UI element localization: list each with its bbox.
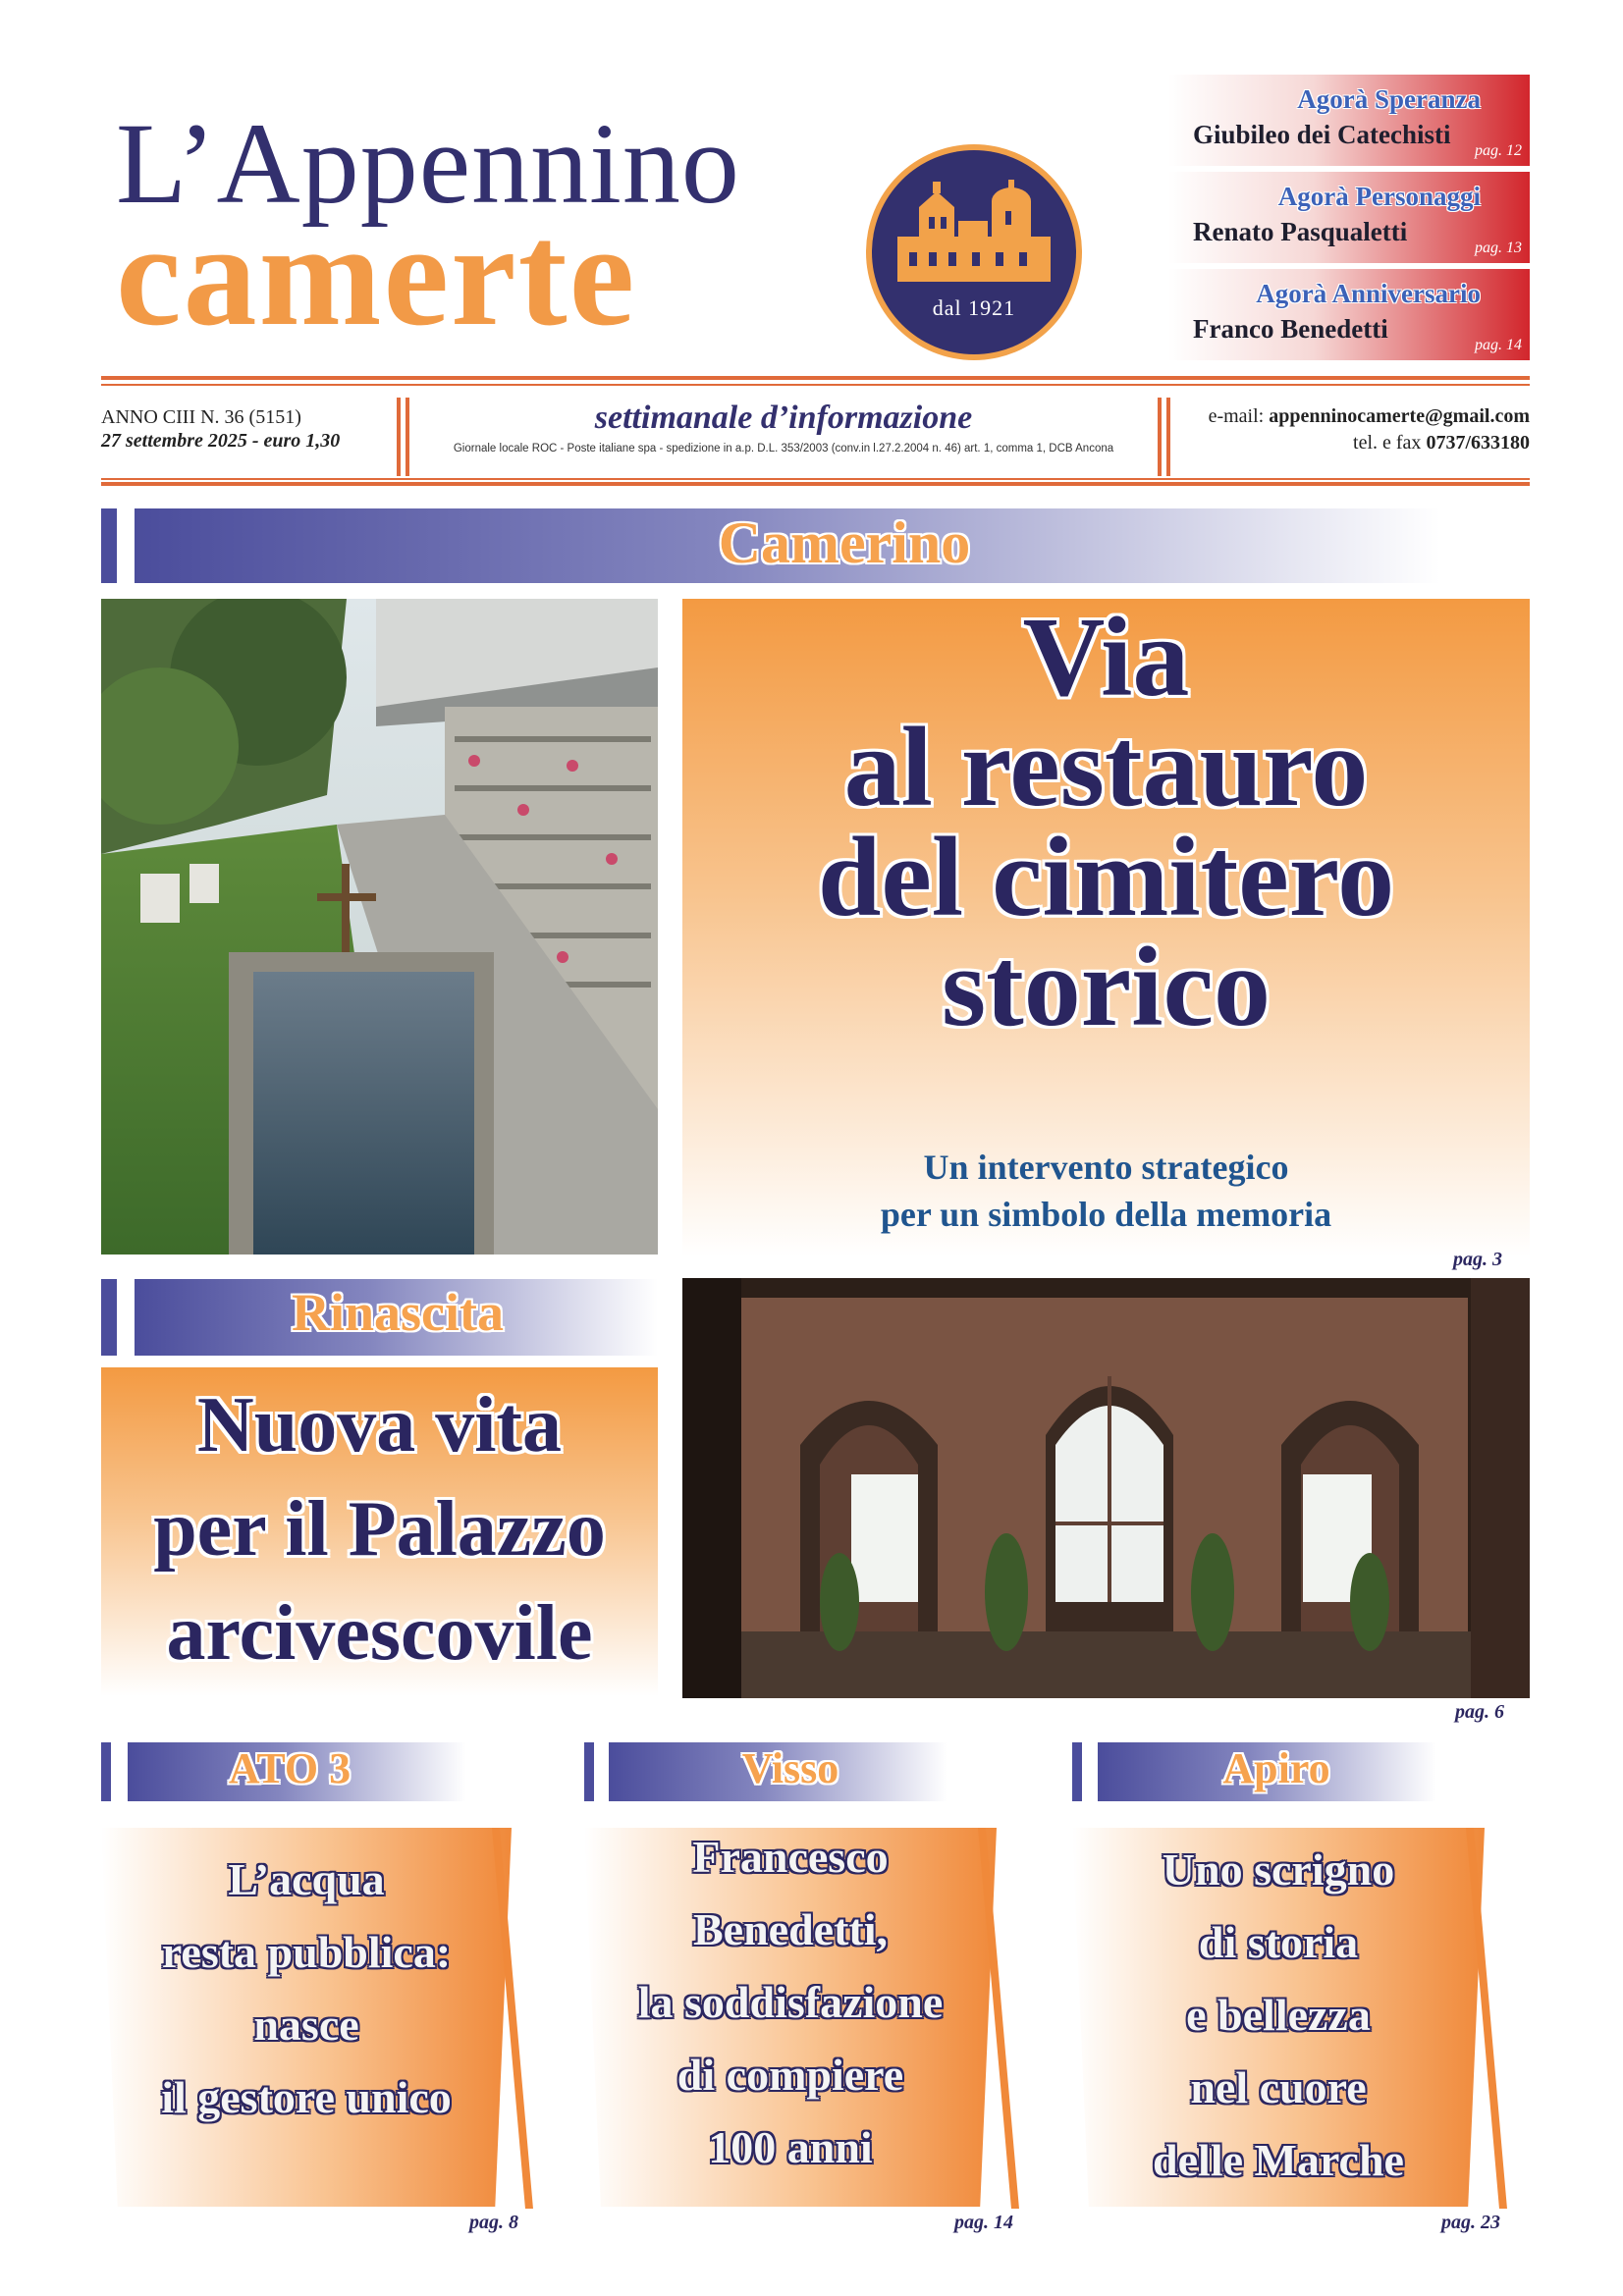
second-headline-line: Nuova vita — [196, 1382, 563, 1468]
tile-line: e bellezza — [1186, 1990, 1371, 2040]
top-rule — [101, 376, 1530, 380]
section-label-rinascita[interactable]: Rinascita — [292, 1283, 504, 1342]
apiro-headline — [1072, 1834, 1485, 2197]
tile-line: nel cuore — [1190, 2062, 1367, 2112]
lead-headline-line: storico — [942, 925, 1271, 1050]
bottom-rule — [101, 482, 1530, 486]
email-label: e-mail: — [1208, 405, 1270, 427]
agora-title: Agorà Speranza — [1297, 84, 1481, 114]
tile-line: delle Marche — [1153, 2135, 1404, 2185]
masthead-seal — [866, 144, 1082, 360]
visso-headline — [584, 1821, 997, 2184]
apiro-page-ref[interactable]: pag. 23 — [1441, 2212, 1500, 2233]
issue-date-price: 27 settembre 2025 - euro 1,30 — [101, 430, 341, 452]
bottom-rule-thin — [101, 478, 1530, 480]
agora-page: pag. 14 — [1475, 337, 1522, 353]
agora-box-2[interactable] — [1168, 172, 1530, 266]
tile-line: Uno scrigno — [1162, 1844, 1395, 1895]
lead-subheadline-line: Un intervento strategico — [923, 1148, 1289, 1187]
top-rule-thin — [101, 384, 1530, 386]
lead-headline-line: Via — [1022, 595, 1190, 721]
agora-title: Agorà Anniversario — [1256, 279, 1481, 308]
masthead-title-line1: L’Appennino — [116, 99, 740, 228]
phone-label: tel. e fax — [1353, 432, 1427, 454]
tile-line: la soddisfazione — [637, 1977, 944, 2027]
agora-subject: Renato Pasqualetti — [1193, 217, 1408, 246]
lead-headline-line: al restauro — [843, 705, 1369, 830]
cathedral-icon — [890, 178, 1058, 286]
issue-number: ANNO CIII N. 36 (5151) — [101, 406, 301, 428]
agora-page: pag. 13 — [1475, 240, 1522, 256]
agora-box-3[interactable] — [1168, 269, 1530, 363]
tile-line: nasce — [253, 2000, 359, 2050]
tagline-block — [406, 398, 1162, 476]
section-bar-stub — [584, 1742, 594, 1801]
tile-line: il gestore unico — [161, 2072, 452, 2122]
lead-page-ref[interactable]: pag. 3 — [1453, 1249, 1502, 1270]
contact-info — [1166, 398, 1530, 476]
agora-page: pag. 12 — [1475, 142, 1522, 159]
tagline: settimanale d’informazione — [594, 400, 973, 436]
tile-line: Francesco — [692, 1832, 889, 1882]
tile-line: resta pubblica: — [161, 1927, 452, 1977]
tile-line: 100 anni — [708, 2122, 873, 2172]
ato3-page-ref[interactable]: pag. 8 — [469, 2212, 518, 2233]
agora-title: Agorà Personaggi — [1277, 182, 1481, 211]
tile-line: di storia — [1198, 1917, 1359, 1967]
agora-box-1[interactable] — [1168, 75, 1530, 169]
email-link[interactable]: appenninocamerte@gmail.com — [1269, 405, 1530, 427]
seal-text: dal 1921 — [932, 295, 1016, 320]
section-bar-stub — [101, 508, 117, 583]
section-label-camerino[interactable]: Camerino — [718, 510, 971, 575]
section-bar-stub — [101, 1279, 117, 1356]
lead-subheadline-line: per un simbolo della memoria — [880, 1195, 1332, 1234]
second-page-ref[interactable]: pag. 6 — [1455, 1701, 1504, 1723]
lead-headline-line: del cimitero — [817, 815, 1395, 940]
palazzo-arcade-photo — [682, 1278, 1530, 1698]
second-headline-box[interactable] — [101, 1367, 658, 1696]
phone-number: 0737/633180 — [1426, 432, 1530, 454]
tile-line: L’acqua — [228, 1854, 385, 1904]
second-headline-line: per il Palazzo — [153, 1486, 606, 1573]
masthead-title-line2: camerte — [116, 193, 637, 356]
visso-page-ref[interactable]: pag. 14 — [954, 2212, 1013, 2233]
issue-info — [101, 398, 401, 476]
section-label-ato3[interactable]: ATO 3 — [228, 1744, 352, 1792]
section-bar-stub — [1072, 1742, 1082, 1801]
cemetery-photo — [101, 599, 658, 1255]
agora-subject: Giubileo dei Catechisti — [1193, 120, 1451, 149]
tile-line: Benedetti, — [692, 1904, 888, 1954]
agora-subject: Franco Benedetti — [1193, 314, 1388, 344]
section-label-apiro[interactable]: Apiro — [1222, 1744, 1330, 1792]
ato3-headline — [101, 1843, 512, 2134]
second-headline-line: arcivescovile — [166, 1590, 593, 1677]
section-label-visso[interactable]: Visso — [741, 1744, 839, 1792]
section-bar-stub — [101, 1742, 111, 1801]
legal-notice: Giornale locale ROC - Poste italiane spa - spedizione in a.p. D.L. 353/2003 (conv.in l.27.2.2004 n. 46) art. 1, comma 1, DCB Ancona — [453, 443, 1114, 454]
tile-line: di compiere — [676, 2050, 904, 2100]
lead-headline-box[interactable] — [682, 595, 1530, 1256]
